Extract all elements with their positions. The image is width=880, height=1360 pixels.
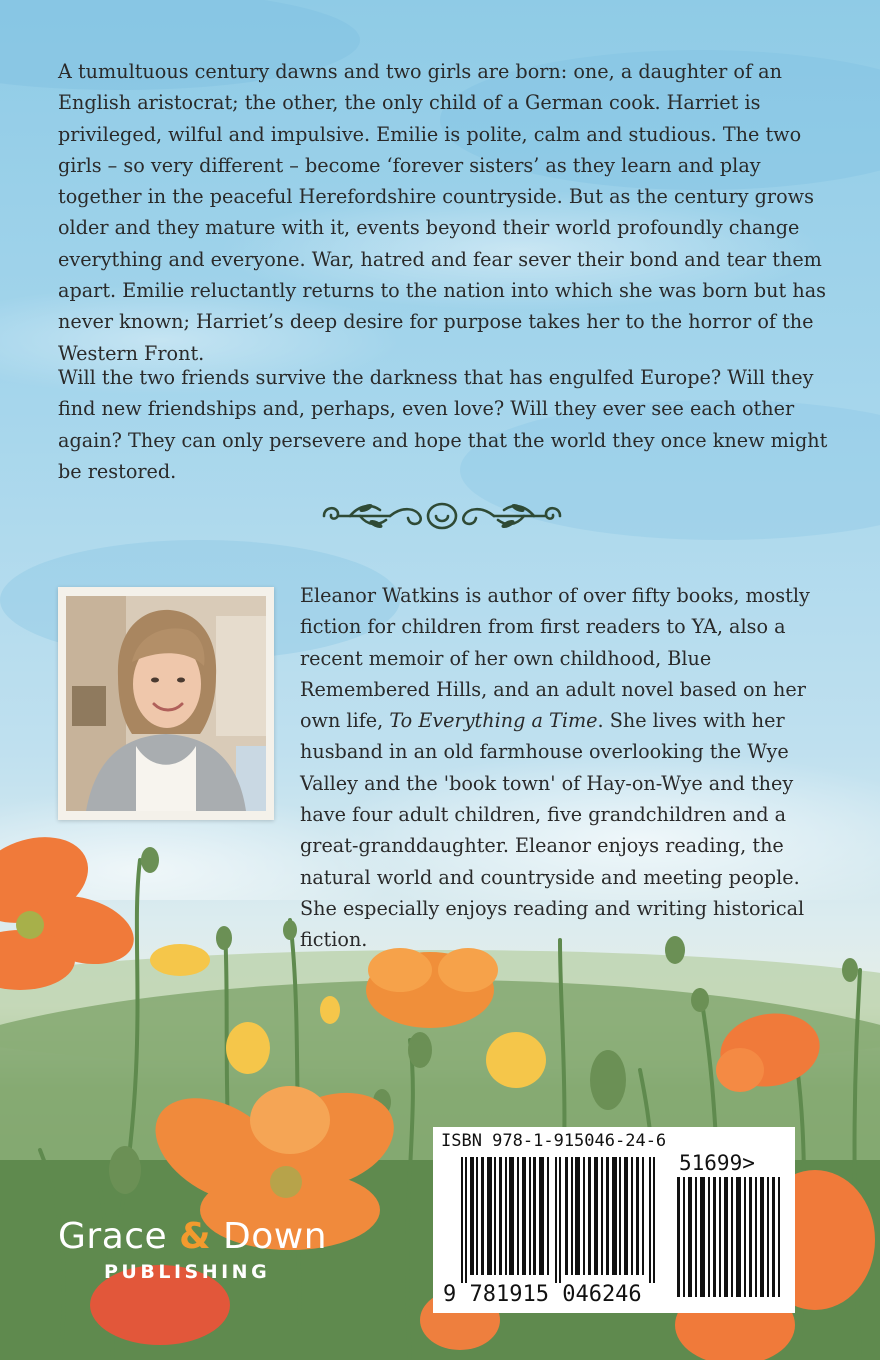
ean-digits: 9 781915 046246 <box>443 1282 642 1307</box>
author-novel-title: To Everything a Time <box>389 709 598 733</box>
author-bio-text-2: . She lives with her husband in an old farmhouse overlooking the Wye Valley and the 'book town' of Hay-on-Wye and they have four adult children, five grandchildren and a great-granddaughter. Eleanor enjoys reading, the natural world and countryside and meeting people. She especially enjoys reading and writing historical fiction. <box>300 709 805 952</box>
publisher-ampersand: & <box>179 1216 212 1257</box>
price-barcode-bars-icon <box>677 1177 783 1297</box>
publisher-name-grace: Grace <box>58 1216 180 1257</box>
publisher-name-down: Down <box>211 1216 328 1257</box>
isbn-barcode <box>433 1127 795 1313</box>
author-portrait-icon <box>66 596 266 811</box>
blurb-paragraph-2: Will the two friends survive the darkness that has engulfed Europe? Will they find new friendships and, perhaps, even love? Will they ever see each other again? They can only persevere and hope that the world they once knew might be restored. <box>58 366 828 483</box>
publisher-name <box>58 1216 327 1257</box>
author-photo <box>66 596 266 811</box>
author-bio-text-1: Eleanor Watkins is author of over fifty books, mostly fiction for children from first readers to YA, also a recent memoir of her own childhood, Blue Remembered Hills, and an adult novel based on her own life, <box>300 584 810 733</box>
ornament-divider-icon <box>320 498 564 532</box>
author-photo-frame <box>58 587 274 820</box>
isbn-label: ISBN 978-1-915046-24-6 <box>441 1131 667 1151</box>
publisher-subtitle: PUBLISHING <box>104 1261 271 1283</box>
blurb-paragraph-1: A tumultuous century dawns and two girls are born: one, a daughter of an English aristocrat; the other, the only child of a German cook. Harriet is privileged, wilful and impulsive. Emilie is polite, calm and studious. The two girls – so very different – become ‘forever sisters’ as they learn and play together in the peaceful Herefordshire countryside. But as the century grows older and they mature with it, events beyond their world profoundly change everything and everyone. War, hatred and fear sever their bond and tear them apart. Emilie reluctantly returns to the nation into which she was born but has never known; Harriet’s deep desire for purpose takes her to the horror of the Western Front. <box>58 60 826 365</box>
price-code: 51699> <box>679 1151 755 1175</box>
barcode-bars-icon <box>461 1157 657 1283</box>
publisher-logo <box>58 1216 327 1283</box>
